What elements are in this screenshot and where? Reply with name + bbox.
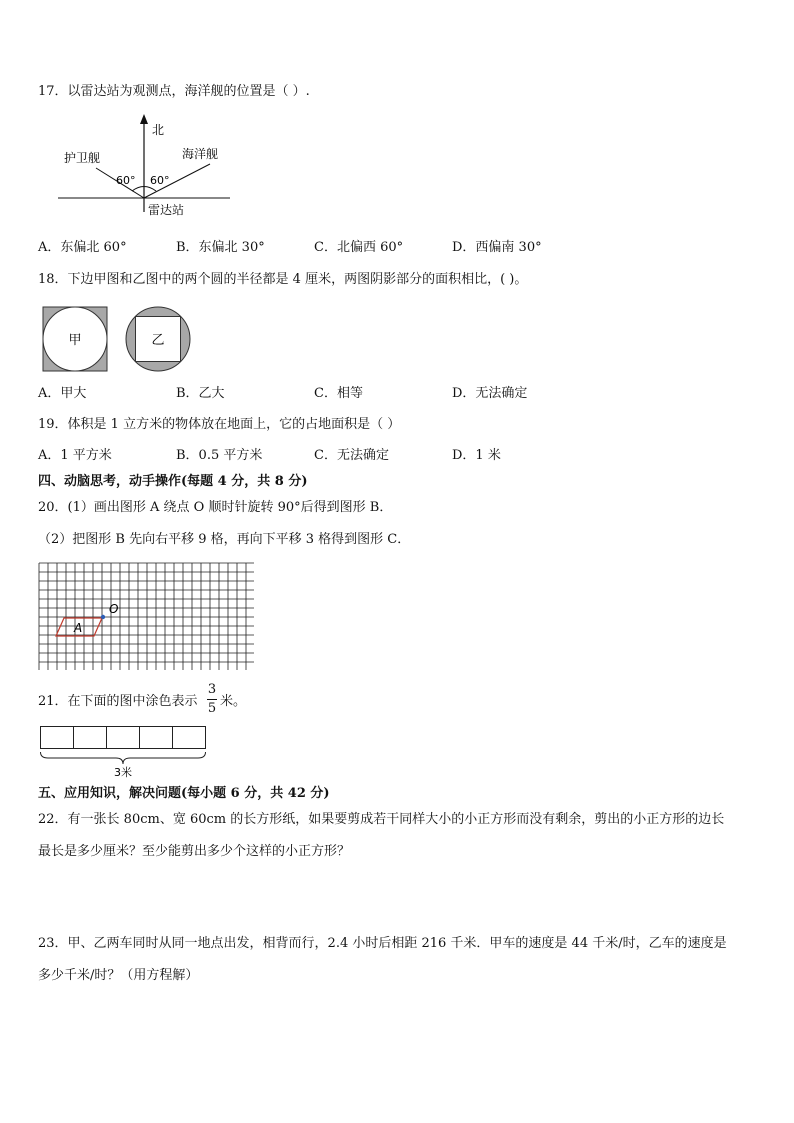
- q18-option-a[interactable]: A．甲大: [38, 386, 87, 401]
- q21-fraction-numerator: 3: [207, 682, 217, 697]
- section-5-heading: 五、应用知识，解决问题(每小题 6 分，共 42 分): [38, 786, 330, 801]
- q19-option-d[interactable]: D．1 米: [452, 448, 501, 463]
- q23-line-2: 多少千米/时？（用方程解）: [38, 968, 199, 983]
- q23-line-1: 23．甲、乙两车同时从同一地点出发，相背而行，2.4 小时后相距 216 千米．甲车的速度是 44 千米/时，乙车的速度是: [38, 936, 727, 951]
- q17-option-b[interactable]: B．东偏北 30°: [176, 240, 265, 255]
- brace: [41, 752, 206, 764]
- q22-line-1: 22．有一张长 80cm、宽 60cm 的长方形纸，如果要剪成若干同样大小的小正方形而没有剩余，剪出的小正方形的边长: [38, 812, 725, 827]
- q22-line-2: 最长是多少厘米？至少能剪出多少个这样的小正方形？: [38, 844, 351, 859]
- q20-line-2: （2）把图形 B 先向右平移 9 格，再向下平移 3 格得到图形 C．: [38, 532, 411, 547]
- q17-stem: 17．以雷达站为观测点，海洋舰的位置是（ ）.: [38, 84, 310, 99]
- q17-option-a[interactable]: A．东偏北 60°: [38, 240, 127, 255]
- shape-a-label: A: [74, 621, 83, 635]
- q17-option-d[interactable]: D．西偏南 30°: [452, 240, 542, 255]
- q20-line-1: 20．(1）画出图形 A 绕点 O 顺时针旋转 90°后得到图形 B．: [38, 500, 393, 515]
- figure-jia: [43, 307, 107, 371]
- station-label: 雷达站: [148, 203, 185, 217]
- strip-cells[interactable]: [41, 727, 206, 749]
- q18-option-d[interactable]: D．无法确定: [452, 386, 528, 401]
- grid-lines: [39, 563, 254, 670]
- q18-figures: [42, 306, 192, 372]
- q18-option-c[interactable]: C．相等: [314, 386, 363, 401]
- escort-ship-label: 护卫舰: [64, 151, 101, 165]
- q19-option-b[interactable]: B．0.5 平方米: [176, 448, 263, 463]
- q17-direction-diagram: [58, 112, 238, 222]
- right-angle-label: 60°: [150, 174, 170, 187]
- q21-strip-diagram: [38, 725, 212, 781]
- q19-stem: 19．体积是 1 立方米的物体放在地面上，它的占地面积是（ ）: [38, 417, 401, 432]
- q18-stem: 18．下边甲图和乙图中的两个圆的半径都是 4 厘米，两图阴影部分的面积相比，( )。: [38, 272, 528, 287]
- brace-label: 3米: [114, 766, 132, 779]
- q21-suffix: 米。: [220, 694, 247, 709]
- north-arrow-icon: [140, 114, 148, 124]
- q19-option-a[interactable]: A．1 平方米: [38, 448, 112, 463]
- q21-prefix: 21．在下面的图中涂色表示: [38, 694, 198, 709]
- left-angle-label: 60°: [116, 174, 136, 187]
- point-o: [101, 615, 105, 619]
- point-o-label: O: [109, 602, 119, 616]
- figure-yi-label: 乙: [151, 333, 165, 348]
- ocean-ship-label: 海洋舰: [182, 147, 219, 161]
- q17-option-c[interactable]: C．北偏西 60°: [314, 240, 404, 255]
- q20-grid[interactable]: [38, 562, 254, 670]
- q18-option-b[interactable]: B．乙大: [176, 386, 225, 401]
- figure-jia-label: 甲: [68, 333, 82, 348]
- q19-option-c[interactable]: C．无法确定: [314, 448, 389, 463]
- section-4-heading: 四、动脑思考，动手操作(每题 4 分，共 8 分): [38, 474, 308, 489]
- q21-fraction-bar: [207, 699, 217, 700]
- north-label: 北: [152, 123, 165, 137]
- q21-fraction-denominator: 5: [207, 701, 217, 716]
- figure-yi: [126, 307, 190, 371]
